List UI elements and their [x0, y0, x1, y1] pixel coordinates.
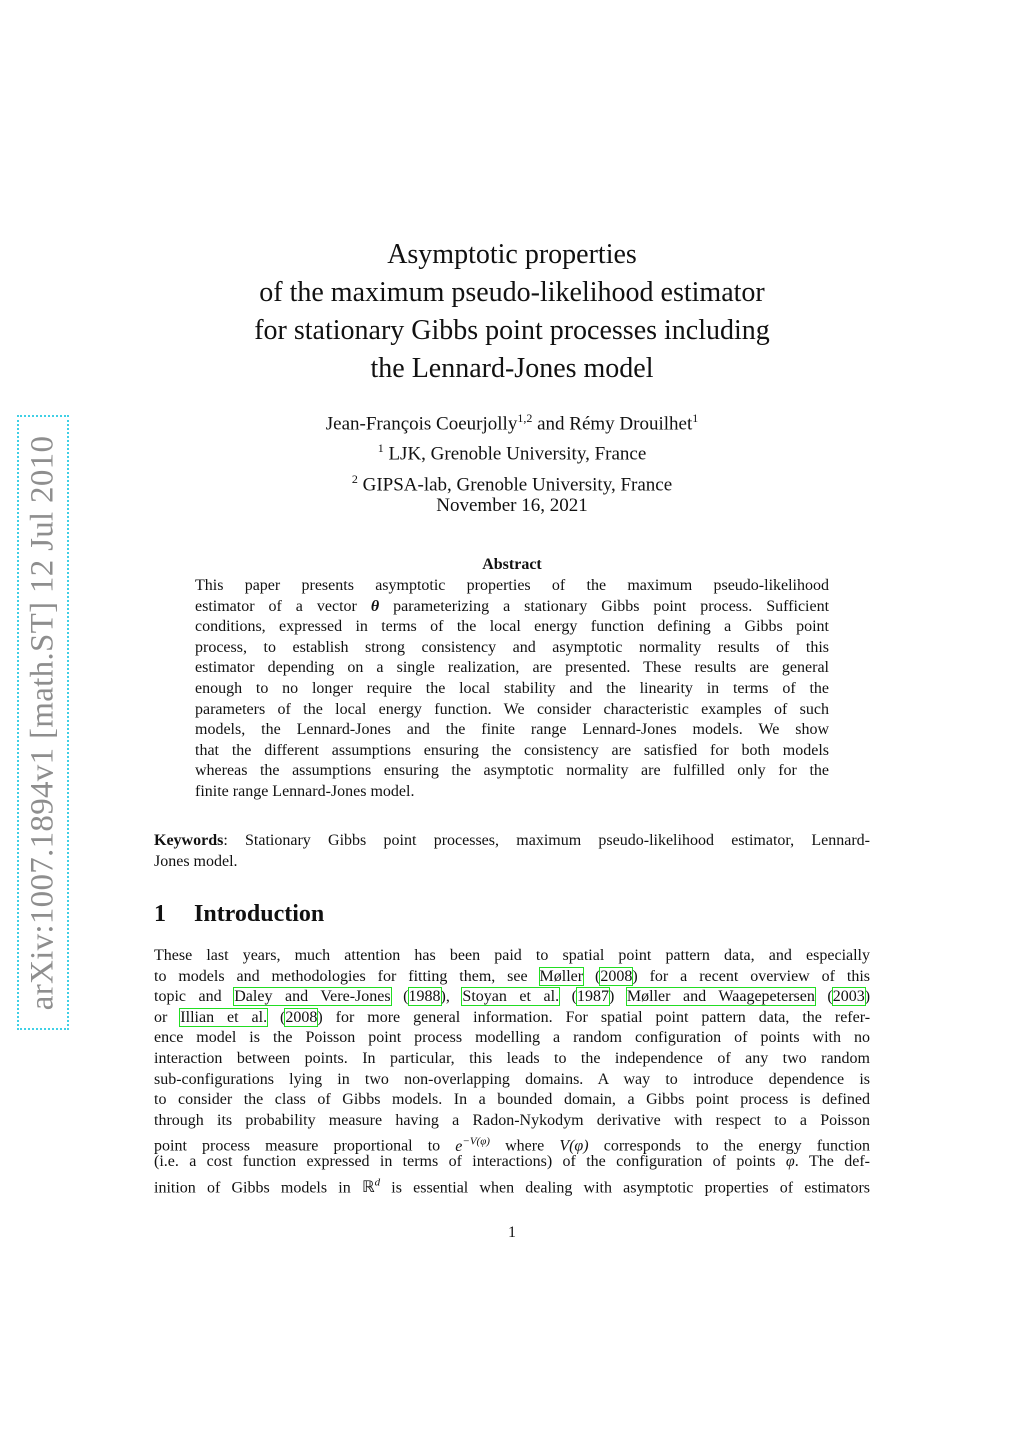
author-name: Rémy Drouilhet: [569, 413, 693, 435]
section-number: 1: [154, 901, 166, 927]
paragraph-line: interaction between points. In particular, this leads to the independence of any two random: [154, 1049, 870, 1067]
paragraph-line: to consider the class of Gibbs models. In a bounded domain, a Gibbs point process is defined: [154, 1091, 870, 1109]
abstract-line: finite range Lennard-Jones model.: [195, 782, 415, 800]
arxiv-stamp: [17, 415, 69, 1030]
paragraph-line: through its probability measure having a Radon-Nykodym derivative with respect to a Poisson: [154, 1111, 870, 1129]
citation-year-link[interactable]: 2008: [285, 1008, 318, 1026]
abstract-line: models, the Lennard-Jones and the finite range Lennard-Jones models. We show: [195, 721, 829, 739]
affiliation-mark: 1: [377, 441, 384, 456]
paragraph-line: or Illian et al. (2008) for more general information. For spatial point pattern data, the refer-: [154, 1008, 871, 1026]
paragraph-line: ence model is the Poisson point process modelling a random configuration of points with no: [154, 1029, 870, 1047]
author-name: Jean-François Coeurjolly: [325, 413, 518, 435]
title-line: for stationary Gibbs point processes including: [254, 315, 770, 346]
paper-date: November 16, 2021: [436, 495, 588, 516]
citation-link[interactable]: Illian et al.: [180, 1008, 268, 1026]
author-line: [180, 406, 844, 436]
affiliation-mark: 2: [351, 471, 358, 486]
math-phi: φ: [785, 1152, 795, 1170]
citation-link[interactable]: Stoyan et al.: [462, 988, 560, 1006]
abstract-line: enough to no longer require the local stability and the linearity in terms of the: [195, 679, 829, 697]
citation-link[interactable]: Møller: [539, 967, 584, 985]
keywords-line: Jones model.: [154, 852, 238, 870]
affiliation-line: [180, 436, 844, 466]
abstract-line: that the different assumptions ensuring the consistency are satisfied for both models: [195, 741, 829, 759]
paragraph-line: topic and Daley and Vere-Jones (1988), Stoyan et al. (1987) Møller and Waagepetersen (2003): [154, 988, 871, 1006]
math-reals: ℝ$^d$: [361, 1176, 381, 1196]
title-line: Asymptotic properties: [387, 239, 637, 270]
citation-year-link[interactable]: 2008: [600, 967, 633, 985]
abstract-line: parameters of the local energy function. We consider characteristic examples of such: [195, 700, 829, 718]
paragraph-line: to models and methodologies for fitting them, see Møller (2008) for a recent overview of this: [154, 967, 871, 985]
affiliation-line: [180, 467, 844, 497]
abstract-line: conditions, expressed in terms of the local energy function defining a Gibbs point: [195, 618, 829, 636]
intro-paragraph: [154, 946, 871, 1196]
author-block: [180, 406, 844, 497]
keywords: [154, 831, 870, 872]
citation-link[interactable]: Møller and Waagepetersen: [626, 988, 815, 1006]
citation-year-link[interactable]: 1988: [408, 988, 441, 1006]
paragraph-line: inition of Gibbs models in ℝ$^d$ is essential when dealing with asymptotic properties of estimators: [154, 1176, 871, 1196]
citation-year-link[interactable]: 1987: [577, 988, 610, 1006]
arxiv-id: arXiv:1007.1894v1 [math.ST] 12 Jul 2010: [24, 435, 61, 1010]
section-title: Introduction: [194, 901, 325, 927]
abstract-body: [195, 576, 829, 803]
paragraph-line: sub-configurations lying in two non-overlapping domains. A way to introduce dependence is: [154, 1070, 870, 1088]
math-exp: $e^{-V(\varphi)}$: [455, 1135, 490, 1155]
abstract-heading: Abstract: [482, 556, 542, 573]
paragraph-line: (i.e. a cost function expressed in terms of interactions) of the configuration of points φ. The def-: [154, 1152, 871, 1170]
math-energy: V(φ): [559, 1137, 589, 1155]
keywords-line: Keywords: Stationary Gibbs point processes, maximum pseudo-likelihood estimator, Lennard-: [154, 832, 870, 849]
page-number: 1: [508, 1224, 516, 1241]
abstract-line: estimator of a vector θ parameterizing a stationary Gibbs point process. Sufficient: [195, 597, 830, 615]
keywords-label: Keywords: [154, 832, 224, 849]
section-heading: [154, 901, 324, 928]
paper-title: [180, 236, 844, 388]
theta-symbol: θ: [370, 597, 380, 615]
title-line: the Lennard-Jones model: [370, 353, 654, 384]
abstract-line: whereas the assumptions ensuring the asymptotic normality are fulfilled only for the: [195, 762, 829, 780]
author-affiliation-mark: 1: [692, 411, 699, 425]
author-affiliation-mark: 1,2: [517, 411, 533, 425]
paragraph-line: These last years, much attention has been paid to spatial point pattern data, and especially: [154, 947, 870, 964]
paragraph-line: point process measure proportional to $e^{-V(\varphi)}$ where V(φ) corresponds to the energy function: [154, 1135, 871, 1155]
abstract-line: This paper presents asymptotic properties of the maximum pseudo-likelihood: [195, 577, 829, 594]
author-conjunction: and: [537, 413, 565, 435]
citation-link[interactable]: Daley and Vere-Jones: [234, 988, 391, 1006]
abstract-line: estimator depending on a single realization, are presented. These results are general: [195, 659, 829, 677]
title-line: of the maximum pseudo-likelihood estimator: [259, 277, 765, 308]
affiliation: LJK, Grenoble University, France: [388, 443, 647, 465]
abstract-line: process, to establish strong consistency and asymptotic normality results of this: [195, 638, 829, 656]
citation-year-link[interactable]: 2003: [832, 988, 865, 1006]
affiliation: GIPSA-lab, Grenoble University, France: [362, 473, 673, 495]
